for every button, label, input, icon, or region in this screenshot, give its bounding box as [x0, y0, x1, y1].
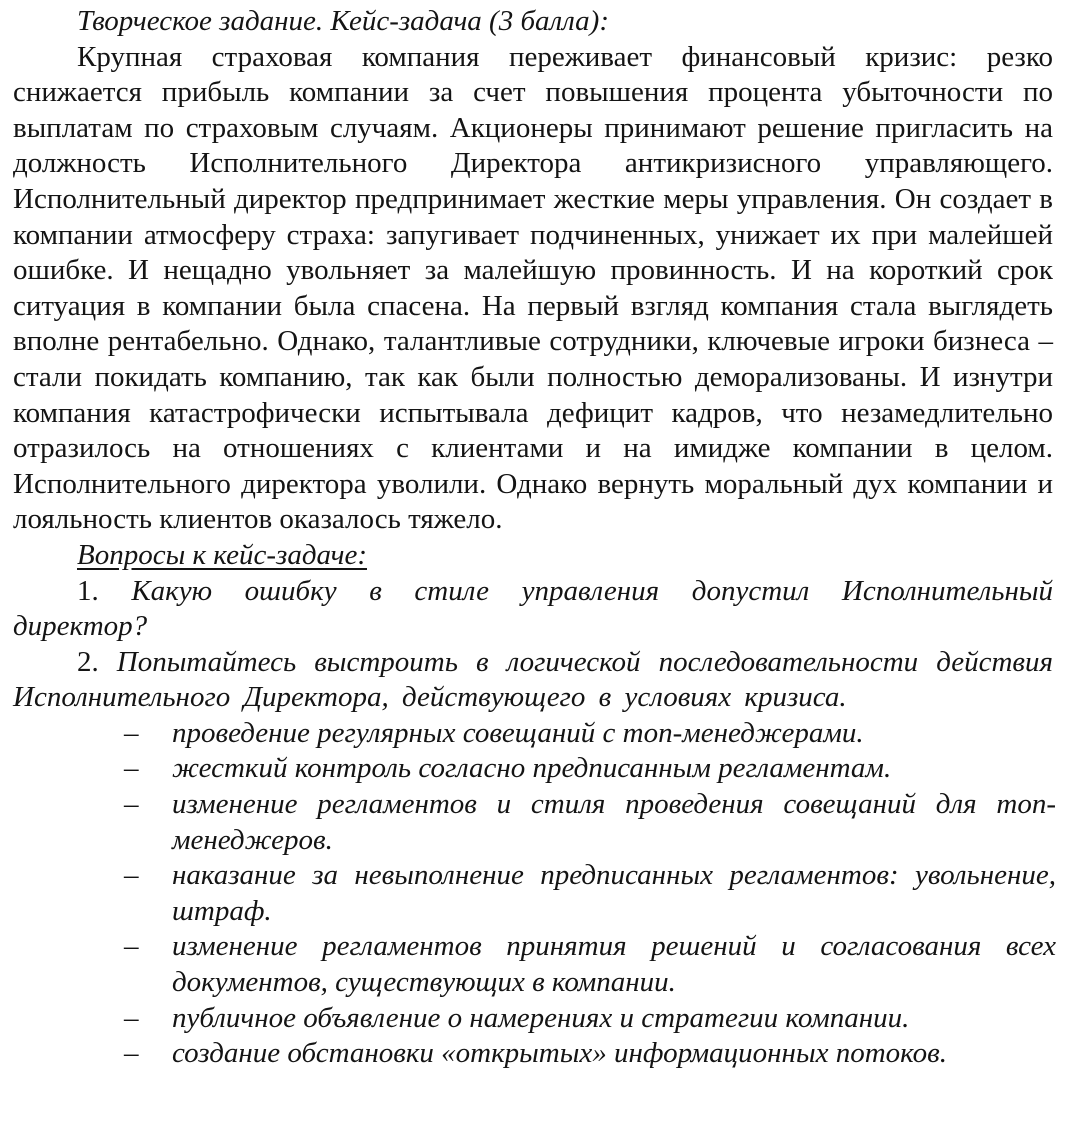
list-item [124, 787, 1056, 858]
question-1 [13, 574, 1053, 645]
assignment-title: Творческое задание. Кейс-задача (3 балла): [77, 5, 609, 37]
list-item [124, 716, 1056, 752]
list-item [124, 858, 1056, 929]
dash-bullet: – [124, 859, 139, 892]
case-text: Крупная страховая компания переживает финансовый кризис: резко снижается прибыль компании за счет повышения процента убыточности по выплатам по страховым случаям. Акционеры принимают решение пригласить на должность Исполнительного Директора антикризисного управляющего. Исполнительный директор предпринимает жесткие меры управления. Он создает в компании атмосферу страха: запугивает подчиненных, унижает их при малейшей ошибке. И нещадно увольняет за малейшую провинность. И на короткий срок ситуация в компании была спасена. На первый взгляд компания стала выглядеть вполне рентабельно. Однако, талантливые сотрудники, ключевые игроки бизнеса – стали покидать компанию, так как были полностью деморализованы. И изнутри компания катастрофически испытывала дефицит кадров, что незамедлительно отразилось на отношениях с клиентами и на имидже компании в целом. Исполнительного директора уволили. Однако вернуть моральный дух компании и лояльность клиентов оказалось тяжело. [13, 40, 1053, 536]
list-item-text: проведение регулярных совещаний с топ-менеджерами. [172, 716, 864, 749]
question-text: Попытайтесь выстроить в логической последовательности действия Исполнительного Директора, действующего в условиях кризиса. [13, 645, 1054, 714]
dash-bullet: – [124, 716, 139, 749]
dash-bullet: – [124, 788, 139, 821]
list-item-text: наказание за невыполнение предписанных регламентов: увольнение, штраф. [172, 859, 1056, 927]
question-text: Какую ошибку в стиле управления допустил Исполнительный директор? [13, 574, 1054, 643]
question-number: 1. [77, 574, 99, 607]
actions-list [124, 716, 1056, 1072]
dash-bullet: – [124, 1001, 139, 1034]
list-item [124, 751, 1056, 787]
dash-bullet: – [124, 1037, 139, 1070]
list-item [124, 1001, 1056, 1037]
dash-bullet: – [124, 930, 139, 963]
list-item-text: изменение регламентов принятия решений и согласования всех документов, существующих в компании. [172, 930, 1056, 999]
list-item-text: жесткий контроль согласно предписанным регламентам. [172, 752, 892, 785]
list-item [124, 929, 1056, 1000]
list-item [124, 1036, 1056, 1072]
questions-heading: Вопросы к кейс-задаче: [77, 538, 367, 571]
question-number: 2. [77, 645, 99, 678]
list-item-text: публичное объявление о намерениях и стратегии компании. [172, 1001, 910, 1034]
document-page [13, 0, 1056, 1072]
list-item-text: изменение регламентов и стиля проведения совещаний для топ-менеджеров. [172, 788, 1056, 856]
list-item-text: создание обстановки «открытых» информационных потоков. [172, 1037, 947, 1070]
dash-bullet: – [124, 752, 139, 785]
question-2 [13, 645, 1053, 716]
